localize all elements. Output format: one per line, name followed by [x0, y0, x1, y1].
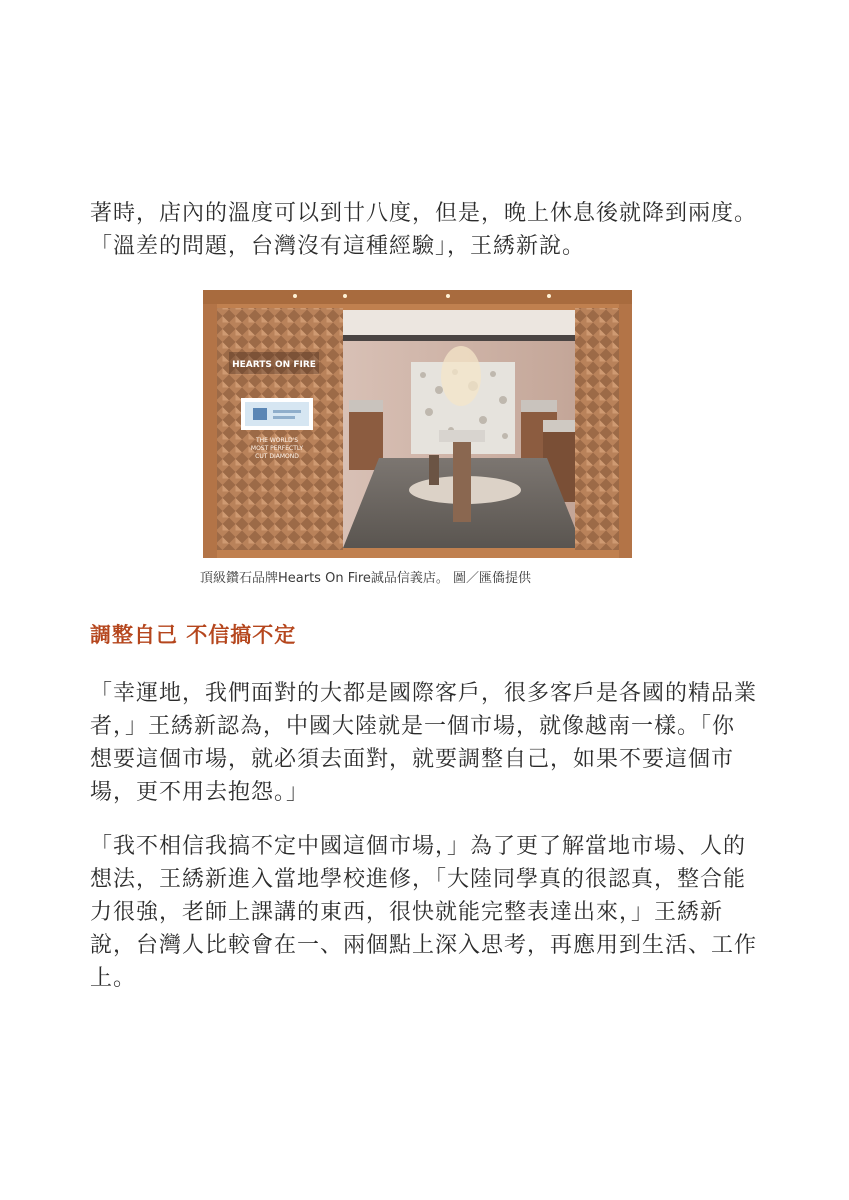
section-heading: 調整自己 不信搞不定 [90, 623, 297, 647]
text-line: 「溫差的問題，台灣沒有這種經驗」，王綉新說。 [90, 234, 586, 259]
body-paragraph [90, 830, 760, 995]
text-line: 「幸運地，我們面對的大都是國際客戶，很多客戶是各國的精品業 [90, 681, 758, 706]
sign-tagline-line-3: CUT DIAMOND [255, 453, 299, 460]
text-line: 著時，店內的溫度可以到廿八度，但是，晚上休息後就降到兩度。 [90, 201, 758, 226]
sign-tagline-line-2: MOST PERFECTLY [250, 445, 304, 452]
text-line: 說，台灣人比較會在一、兩個點上深入思考，再應用到生活、工作 [90, 933, 758, 958]
text-line: 上。 [90, 966, 137, 991]
intro-paragraph [90, 197, 760, 263]
photo-caption: 頂級鑽石品牌Hearts On Fire誠品信義店。 圖／匯僑提供 [200, 571, 532, 586]
text-line: 「我不相信我搞不定中國這個市場，」為了更了解當地市場、人的 [90, 834, 747, 859]
text-line: 力很強，老師上課講的東西，很快就能完整表達出來，」王綉新 [90, 900, 724, 925]
sign-brand-text: HEARTS ON FIRE [232, 360, 316, 370]
body-paragraph [90, 677, 760, 809]
text-line: 場，更不用去抱怨。」 [90, 780, 310, 805]
text-line: 想要這個市場，就必須去面對，就要調整自己，如果不要這個市 [90, 747, 735, 772]
sign-tagline-line-1: THE WORLD'S [255, 437, 299, 444]
text-line: 想法，王綉新進入當地學校進修，「大陸同學真的很認真，整合能 [90, 867, 747, 892]
store-photo [203, 290, 632, 558]
text-line: 者，」王綉新認為，中國大陸就是一個市場，就像越南一樣。「你 [90, 714, 736, 739]
